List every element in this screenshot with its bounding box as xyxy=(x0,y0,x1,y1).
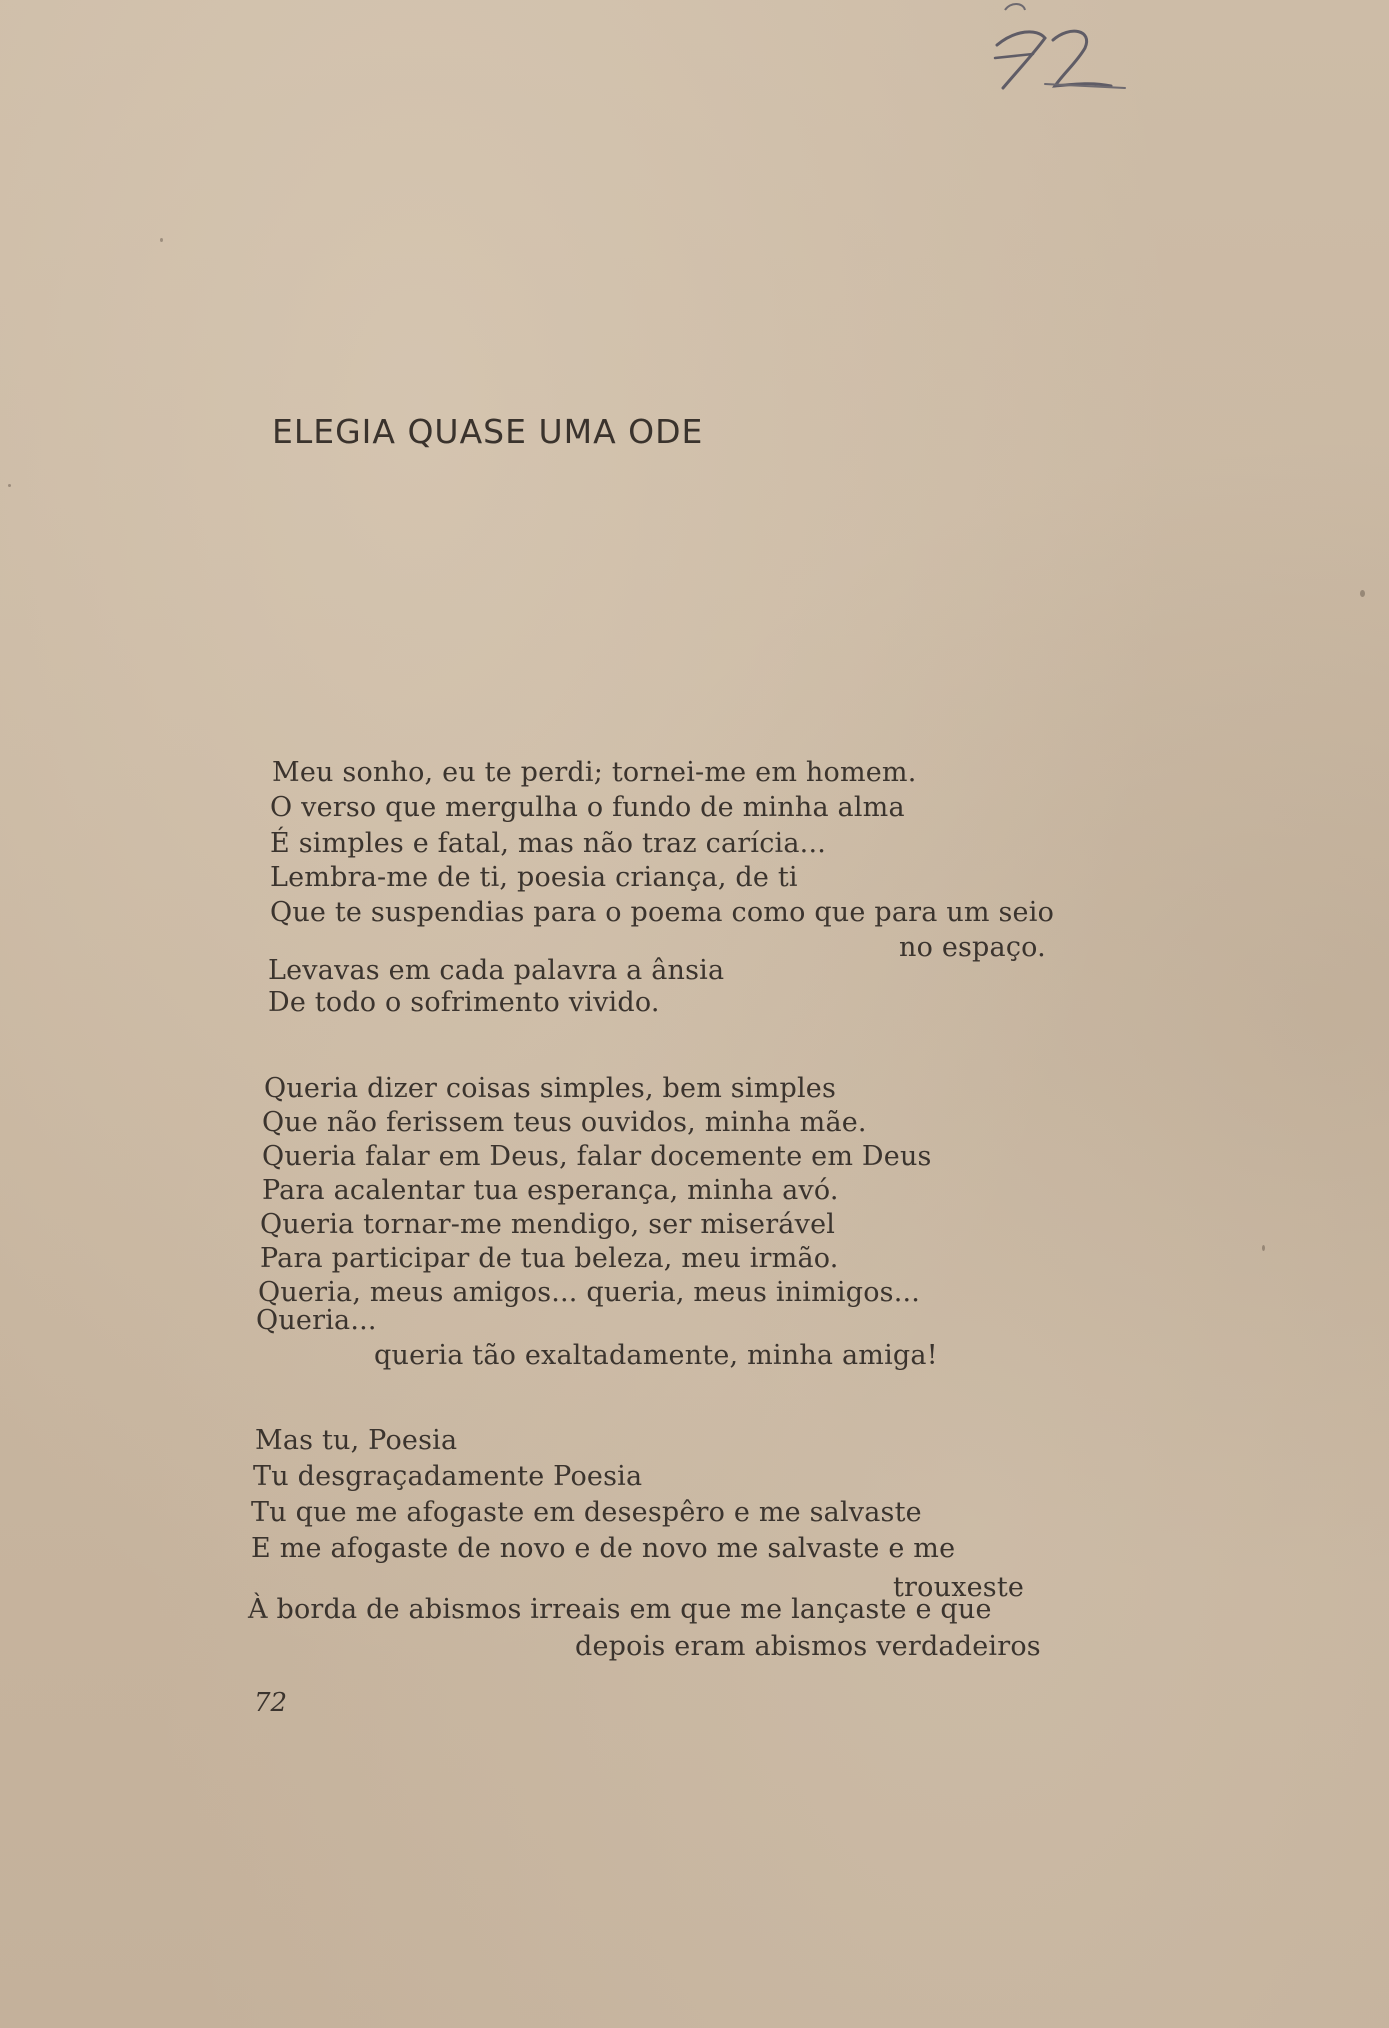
poem-line: depois eram abismos verdadeiros xyxy=(575,1631,1041,1662)
poem-line: É simples e fatal, mas não traz carícia... xyxy=(270,828,827,859)
poem-line: no espaço. xyxy=(899,932,1046,963)
paper-speck xyxy=(160,238,163,242)
handwritten-folio-number xyxy=(975,0,1135,110)
poem-line: Queria tornar-me mendigo, ser miserável xyxy=(260,1209,836,1240)
poem-line: À borda de abismos irreais em que me lançaste e que xyxy=(248,1594,992,1625)
poem-line: queria tão exaltadamente, minha amiga! xyxy=(374,1340,938,1371)
poem-line: trouxeste xyxy=(893,1572,1025,1603)
poem-title: ELEGIA QUASE UMA ODE xyxy=(272,412,704,451)
poem-line: Que te suspendias para o poema como que para um seio xyxy=(270,897,1055,928)
poem-line: Mas tu, Poesia xyxy=(255,1425,458,1456)
poem-line: Queria, meus amigos... queria, meus inimigos... xyxy=(258,1277,921,1308)
poem-line: De todo o sofrimento vivido. xyxy=(268,987,660,1018)
poem-line: Para participar de tua beleza, meu irmão. xyxy=(260,1243,839,1274)
poem-line: Meu sonho, eu te perdi; tornei-me em homem. xyxy=(272,757,917,788)
poem-line: Tu desgraçadamente Poesia xyxy=(253,1461,643,1492)
poem-line: Queria... xyxy=(256,1305,377,1336)
paper-speck xyxy=(1262,1245,1265,1251)
page-number: 72 xyxy=(254,1688,288,1718)
poem-line: Levavas em cada palavra a ânsia xyxy=(268,955,725,986)
poem-line: Lembra-me de ti, poesia criança, de ti xyxy=(270,862,798,893)
paper-speck xyxy=(8,484,11,487)
poem-line: E me afogaste de novo e de novo me salvaste e me xyxy=(251,1533,956,1564)
poem-line: Que não ferissem teus ouvidos, minha mãe. xyxy=(262,1107,867,1138)
poem-line: Queria dizer coisas simples, bem simples xyxy=(264,1073,837,1104)
poem-line: O verso que mergulha o fundo de minha alma xyxy=(270,792,905,823)
paper-speck xyxy=(1360,590,1365,597)
poem-line: Tu que me afogaste em desespêro e me salvaste xyxy=(251,1497,922,1528)
poem-line: Para acalentar tua esperança, minha avó. xyxy=(262,1175,839,1206)
poem-line: Queria falar em Deus, falar docemente em Deus xyxy=(262,1141,932,1172)
